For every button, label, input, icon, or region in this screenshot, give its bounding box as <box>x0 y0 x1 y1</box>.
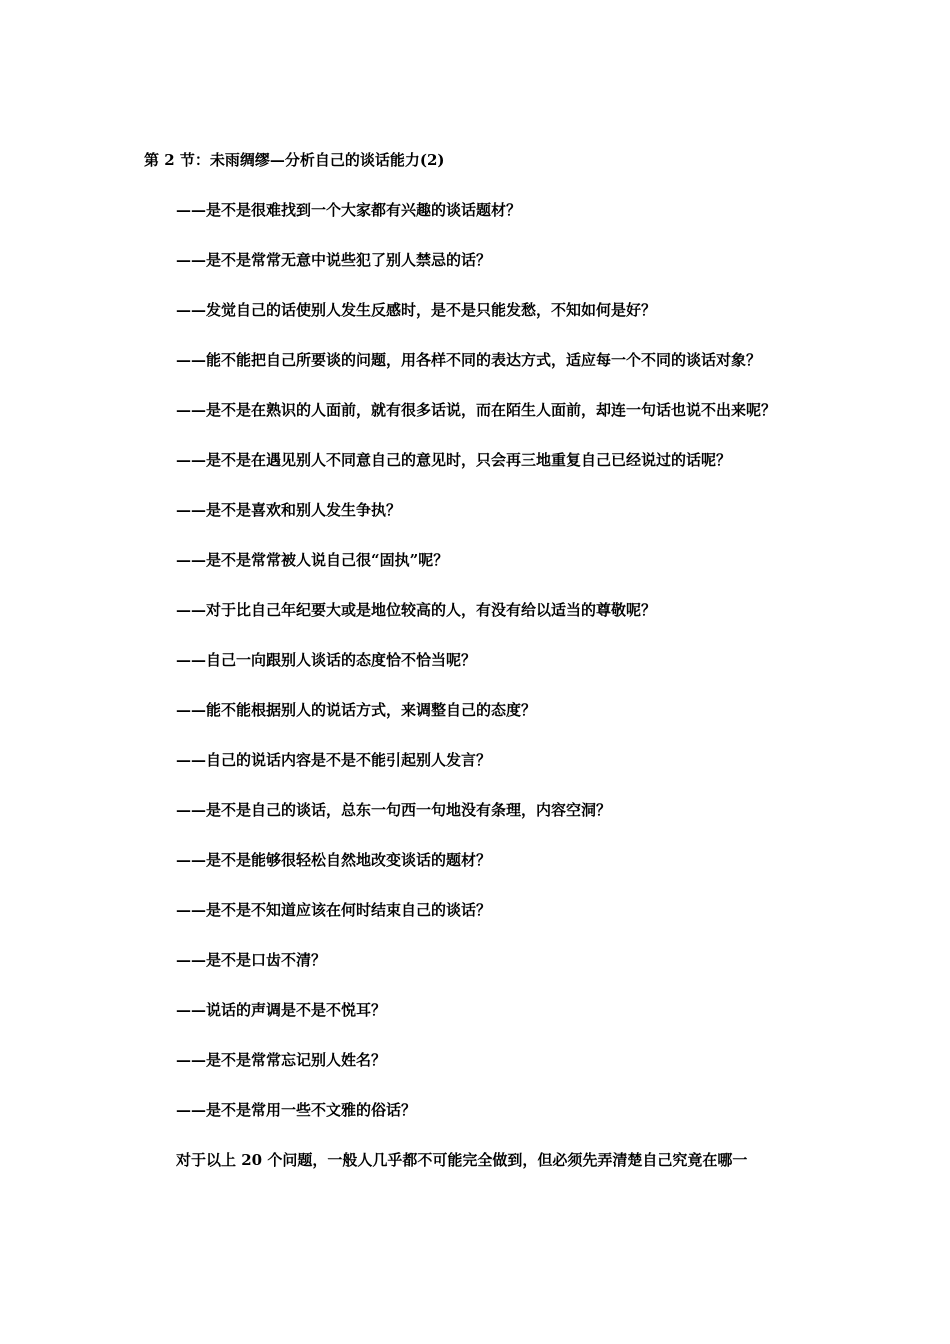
question-12: ——自己的说话内容是不是不能引起别人发言？ <box>176 751 492 769</box>
question-15: ——是不是不知道应该在何时结束自己的谈话？ <box>176 901 492 919</box>
question-5: ——是不是在熟识的人面前，就有很多话说，而在陌生人面前，却连一句话也说不出来呢？ <box>176 401 777 419</box>
question-13: ——是不是自己的谈话，总东一句西一句地没有条理，内容空洞？ <box>176 801 612 819</box>
section-title: 第 2 节：未雨绸缪—分析自己的谈话能力(2) <box>144 151 445 169</box>
question-18: ——是不是常常忘记别人姓名？ <box>176 1051 387 1069</box>
question-4: ——能不能把自己所要谈的问题，用各样不同的表达方式，适应每一个不同的谈话对象？ <box>176 351 762 369</box>
question-17: ——说话的声调是不是不悦耳？ <box>176 1001 387 1019</box>
question-2: ——是不是常常无意中说些犯了别人禁忌的话？ <box>176 251 492 269</box>
question-19: ——是不是常用一些不文雅的俗话？ <box>176 1101 417 1119</box>
document-page <box>144 148 810 1173</box>
question-9: ——对于比自己年纪要大或是地位较高的人，有没有给以适当的尊敬呢？ <box>176 601 657 619</box>
question-6: ——是不是在遇见别人不同意自己的意见时，只会再三地重复自己已经说过的话呢？ <box>176 451 732 469</box>
question-8: ——是不是常常被人说自己很“固执”呢？ <box>176 551 449 569</box>
question-14: ——是不是能够很轻松自然地改变谈话的题材？ <box>176 851 492 869</box>
question-1: ——是不是很难找到一个大家都有兴趣的谈话题材？ <box>176 201 522 219</box>
question-10: ——自己一向跟别人谈话的态度恰不恰当呢？ <box>176 651 477 669</box>
question-16: ——是不是口齿不清？ <box>176 951 327 969</box>
question-11: ——能不能根据别人的说话方式，来调整自己的态度？ <box>176 701 537 719</box>
question-7: ——是不是喜欢和别人发生争执？ <box>176 501 402 519</box>
summary-paragraph: 对于以上 20 个问题，一般人几乎都不可能完全做到，但必须先弄清楚自己究竟在哪一 <box>176 1151 748 1169</box>
question-3: ——发觉自己的话使别人发生反感时，是不是只能发愁，不知如何是好？ <box>176 301 657 319</box>
